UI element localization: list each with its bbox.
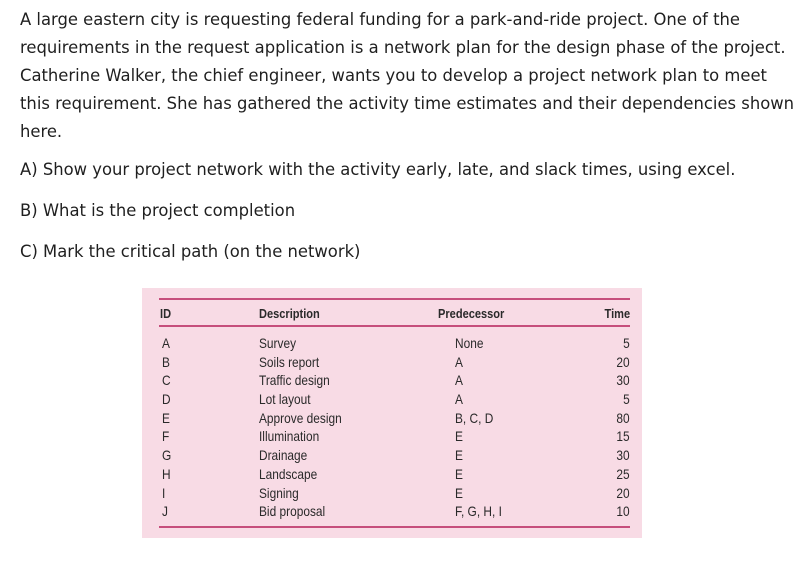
cell-time: 20 — [616, 353, 630, 370]
table-top-rule — [159, 298, 630, 300]
cell-description: Illumination — [259, 428, 320, 445]
cell-description: Approve design — [259, 409, 342, 426]
intro-paragraph: A large eastern city is requesting federal funding for a park-and-ride project. One of the requirements in the request application is a network plan for the design phase of the project. Catherine Walker, the chief engineer, wants you to develop a project network plan to meet this requirement. She has gathered the activity time estimates and their dependencies shown here. — [20, 10, 795, 141]
table-row — [142, 371, 642, 390]
cell-predecessor: E — [455, 465, 463, 482]
cell-predecessor: E — [455, 447, 463, 464]
cell-id: C — [162, 372, 171, 389]
activity-table — [142, 288, 642, 538]
cell-description: Traffic design — [259, 372, 330, 389]
table-row — [142, 353, 642, 372]
cell-time: 20 — [616, 484, 630, 501]
cell-predecessor: A — [455, 353, 463, 370]
cell-predecessor: None — [455, 335, 484, 351]
cell-description: Signing — [259, 484, 299, 501]
table-row — [142, 427, 642, 446]
cell-description: Drainage — [259, 447, 308, 464]
cell-predecessor: E — [455, 484, 463, 501]
cell-predecessor: B, C, D — [455, 409, 494, 426]
cell-id: J — [162, 503, 168, 520]
header-predecessor: Predecessor — [438, 306, 505, 321]
cell-time: 5 — [623, 335, 630, 351]
table-body — [142, 334, 642, 521]
table-row — [142, 334, 642, 353]
table-row — [142, 446, 642, 465]
cell-predecessor: A — [455, 391, 463, 408]
question-b: B) What is the project completion — [20, 201, 296, 220]
header-description: Description — [259, 306, 320, 321]
cell-time: 80 — [616, 409, 630, 426]
cell-description: Landscape — [259, 465, 318, 482]
question-c: C) Mark the critical path (on the network) — [20, 242, 361, 261]
table-row — [142, 409, 642, 428]
cell-predecessor: E — [455, 428, 463, 445]
cell-id: H — [162, 465, 171, 482]
cell-time: 25 — [616, 465, 630, 482]
cell-time: 10 — [616, 503, 630, 520]
cell-description: Lot layout — [259, 391, 311, 408]
table-header-rule — [159, 325, 630, 327]
header-id: ID — [160, 306, 172, 321]
cell-predecessor: A — [455, 372, 463, 389]
cell-description: Bid proposal — [259, 503, 326, 520]
cell-id: E — [162, 409, 170, 426]
table-row — [142, 465, 642, 484]
question-a: A) Show your project network with the activity early, late, and slack times, using excel. — [20, 160, 736, 179]
table-row — [142, 390, 642, 409]
table-bottom-rule — [159, 526, 630, 528]
cell-time: 30 — [616, 447, 630, 464]
cell-id: I — [162, 484, 166, 501]
header-time: Time — [604, 306, 630, 321]
cell-id: D — [162, 391, 171, 408]
cell-description: Survey — [259, 335, 297, 351]
cell-time: 5 — [623, 391, 630, 408]
cell-id: A — [162, 335, 170, 351]
cell-id: G — [162, 447, 172, 464]
cell-id: B — [162, 353, 170, 370]
cell-time: 30 — [616, 372, 630, 389]
cell-time: 15 — [616, 428, 630, 445]
table-row — [142, 502, 642, 521]
cell-predecessor: F, G, H, I — [455, 503, 502, 520]
cell-description: Soils report — [259, 353, 320, 370]
cell-id: F — [162, 428, 170, 445]
table-row — [142, 484, 642, 503]
problem-text — [20, 6, 800, 279]
